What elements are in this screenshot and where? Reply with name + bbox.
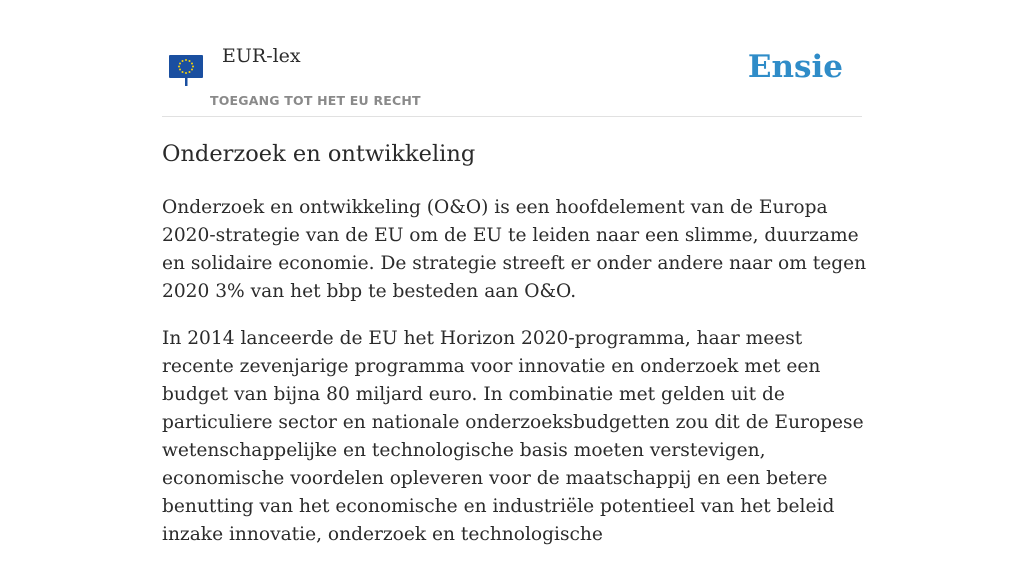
site-header	[162, 0, 862, 117]
site-name[interactable]: EUR-lex	[222, 45, 301, 67]
article	[162, 138, 868, 568]
article-paragraph: In 2014 lanceerde de EU het Horizon 2020-programma, haar meest recente zevenjarige programma voor innovatie en onderzoek met een budget van bijna 80 miljard euro. In combinatie met gelden uit de particuliere sector en nationale onderzoeksbudgetten zou dit de Europese wetenschappelijke en technologische basis moeten verstevigen, economische voordelen opleveren voor de maatschappij en een betere benutting van het economische en industriële potentieel van het beleid inzake innovatie, onderzoek en technologische	[162, 328, 864, 545]
eu-flag-icon	[168, 54, 204, 88]
page-title: Onderzoek en ontwikkeling	[162, 141, 476, 167]
brand-logo[interactable]: Ensie	[747, 49, 843, 85]
article-paragraph: Onderzoek en ontwikkeling (O&O) is een hoofdelement van de Europa 2020-strategie van de EU om de EU te leiden naar een slimme, duurzame en solidaire economie. De strategie streeft er onder andere naar om tegen 2020 3% van het bbp te besteden aan O&O.	[162, 197, 867, 302]
site-tagline: TOEGANG TOT HET EU RECHT	[210, 93, 421, 108]
